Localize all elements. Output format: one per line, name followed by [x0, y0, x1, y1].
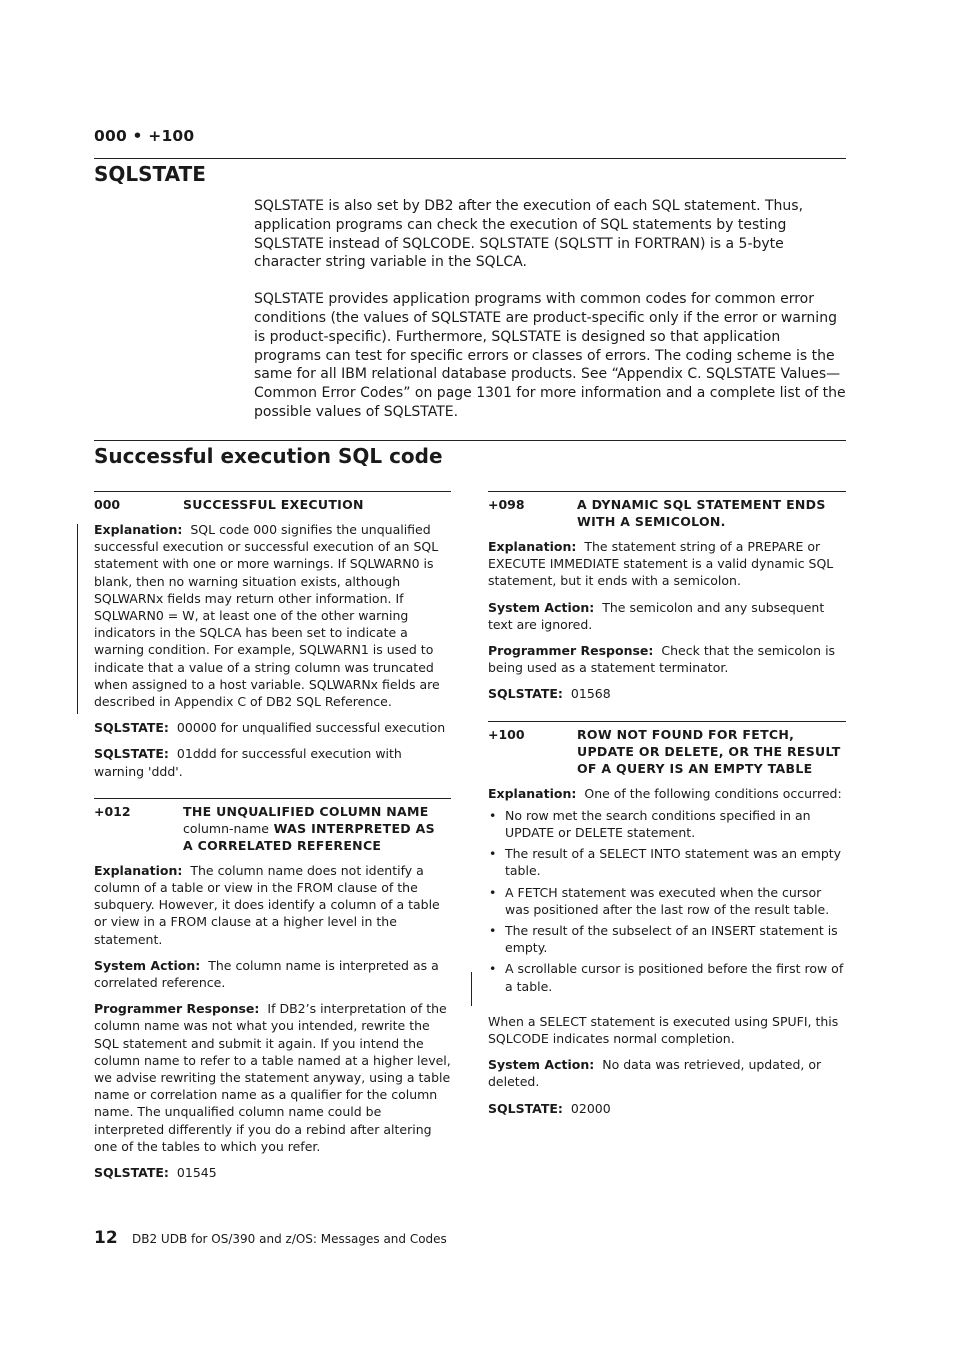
entry-title-part: THE UNQUALIFIED COLUMN NAME: [183, 803, 429, 819]
programmer-response-012: [94, 1000, 451, 1155]
sqlstate-000-b: [94, 745, 451, 779]
page-number: 12: [94, 1228, 118, 1248]
right-column: [488, 491, 846, 1126]
system-action-012: [94, 957, 451, 991]
programmer-response-label: Programmer Response:: [94, 1001, 260, 1017]
system-action-label: System Action:: [488, 599, 595, 615]
footer-book-title: DB2 UDB for OS/390 and z/OS: Messages and Codes: [132, 1232, 447, 1246]
system-action-098: [488, 599, 846, 633]
sqlstate-value: 02000: [570, 1100, 611, 1116]
entry-rule: [94, 798, 451, 799]
section-title: SQLSTATE: [94, 162, 206, 186]
system-action-label: System Action:: [488, 1057, 595, 1073]
programmer-response-text: If DB2’s interpretation of the column name was not what you intended, rewrite the SQL statement and submit it again. If you intend the column name to refer to a table named at a higher level, we advise rewriting the statement anyway, using a table name or correlation name as a qualifier for the column name. The unqualified column name could be interpreted differently if you do a rebind after altering one of the tables to which you refer.: [94, 1001, 451, 1154]
programmer-response-098: [488, 642, 846, 676]
header-rule: [94, 158, 846, 159]
list-item-text: No row met the search conditions specified in an UPDATE or DELETE statement.: [505, 807, 811, 841]
running-header-range: 000 • +100: [94, 127, 195, 145]
entry-title: ROW NOT FOUND FOR FETCH, UPDATE OR DELETE, OR THE RESULT OF A QUERY IS AN EMPTY TABLE: [577, 726, 841, 776]
list-item: [488, 807, 846, 841]
list-item-text: The result of the subselect of an INSERT statement is empty.: [505, 923, 838, 956]
system-action-text: No data was retrieved, updated, or deleted.: [488, 1057, 822, 1090]
section-heading: Successful execution SQL code: [94, 444, 443, 468]
entry-rule: [488, 721, 846, 722]
left-column: [94, 491, 451, 1190]
sqlstate-value: 01545: [176, 1165, 217, 1181]
entry-title: A DYNAMIC SQL STATEMENT ENDS WITH A SEMICOLON.: [577, 497, 826, 529]
explanation-text: The column name does not identify a column of a table or view in the FROM clause of the subquery. However, it does identify a column of a table or view in a FROM clause at a higher level in the statement.: [94, 862, 440, 947]
explanation-098: [488, 538, 846, 590]
list-item-text: The result of a SELECT INTO statement was an empty table.: [505, 846, 842, 879]
condition-list: [488, 807, 846, 995]
sqlstate-value: 00000 for unqualified successful execution: [176, 720, 446, 736]
explanation-100: [488, 785, 846, 802]
intro-paragraph-2: SQLSTATE provides application programs with common codes for common error conditions (the values of SQLSTATE are product-specific only if the error or warning is product-specific). Furthermore, SQLSTATE is designed so that application programs can test for specific errors or classes of errors. The coding scheme is the same for all IBM relational database products. See “Appendix C. SQLSTATE Values—Common Error Codes” on page 1301 for more information and a complete list of the possible values of SQLSTATE.: [254, 291, 846, 420]
change-bar: [471, 972, 472, 1006]
programmer-response-label: Programmer Response:: [488, 643, 654, 659]
sqlstate-value: 01568: [570, 686, 611, 702]
sql-code: +012: [94, 803, 131, 819]
system-action-text: The semicolon and any subsequent text are ignored.: [488, 599, 825, 632]
intro-text: [254, 197, 846, 440]
explanation-label: Explanation:: [488, 539, 577, 554]
sqlstate-label: SQLSTATE:: [488, 1100, 563, 1116]
system-action-label: System Action:: [94, 957, 201, 973]
heading2-rule: [94, 440, 846, 441]
bullet-icon: •: [489, 846, 497, 862]
sqlstate-label: SQLSTATE:: [94, 1165, 169, 1181]
system-action-text: The column name is interpreted as a correlated reference.: [94, 957, 439, 991]
entry-header-000: [94, 496, 451, 513]
bullet-icon: •: [489, 923, 497, 939]
sqlstate-label: SQLSTATE:: [94, 746, 169, 762]
sql-code: +100: [488, 726, 525, 742]
entry-header-098: [488, 496, 846, 530]
intro-paragraph-1: SQLSTATE is also set by DB2 after the execution of each SQL statement. Thus, application programs can check the execution of SQL statements by testing SQLSTATE instead of SQLCODE. SQLSTATE (SQLSTT in FORTRAN) is a 5-byte character string variable in the SQLCA.: [254, 198, 804, 271]
explanation-text: One of the following conditions occurred:: [584, 785, 842, 801]
note-100: When a SELECT statement is executed using SPUFI, this SQLCODE indicates normal completion.: [488, 1013, 839, 1047]
sqlstate-000-a: [94, 719, 451, 736]
explanation-label: Explanation:: [94, 522, 183, 537]
bullet-icon: •: [489, 884, 497, 900]
sqlstate-label: SQLSTATE:: [94, 720, 169, 736]
explanation-text: The statement string of a PREPARE or EXECUTE IMMEDIATE statement is a valid dynamic SQL statement, but it ends with a semicolon.: [488, 539, 834, 589]
entry-title: SUCCESSFUL EXECUTION: [183, 497, 364, 512]
list-item: [488, 922, 846, 956]
entry-title-variable: column-name: [183, 820, 269, 836]
sqlstate-label: SQLSTATE:: [488, 686, 563, 702]
entry-header-100: [488, 726, 846, 777]
entry-title: [183, 803, 449, 854]
entry-rule: [94, 491, 451, 492]
list-item-text: A scrollable cursor is positioned before the first row of a table.: [505, 961, 844, 994]
explanation-012: [94, 862, 451, 948]
bullet-icon: •: [489, 807, 497, 823]
sqlstate-100: [488, 1100, 846, 1117]
system-action-100: [488, 1056, 846, 1090]
list-item: [488, 960, 846, 994]
list-item: [488, 845, 846, 879]
entry-rule: [488, 491, 846, 492]
list-item: [488, 884, 846, 918]
sqlstate-012: [94, 1164, 451, 1181]
change-bar: [77, 524, 78, 714]
entry-title-part: WAS INTERPRETED AS A CORRELATED REFERENCE: [183, 820, 435, 853]
sqlstate-098: [488, 685, 846, 702]
bullet-icon: •: [489, 961, 497, 977]
explanation-label: Explanation:: [94, 862, 183, 878]
explanation-label: Explanation:: [488, 785, 577, 801]
sql-code: 000: [94, 497, 121, 512]
sql-code: +098: [488, 497, 525, 512]
entry-header-012: [94, 803, 451, 854]
explanation-text: SQL code 000 signifies the unqualified successful execution or successful execution of an SQL statement with one or more warnings. If SQLWARN0 is blank, then no warning situation exists, although SQLWARNx fields may return other information. If SQLWARN0 = W, at least one of the other warning indicators in the SQLCA has been set to indicate a warning condition. For example, SQLWARN1 is used to indicate that a value of a string column was truncated when assigned to a host variable. SQLWARNx fields are described in Appendix C of DB2 SQL Reference.: [94, 522, 440, 710]
explanation-000: [94, 521, 451, 710]
list-item-text: A FETCH statement was executed when the cursor was positioned after the last row of the result table.: [505, 884, 830, 917]
sqlstate-value: 01ddd for successful execution with warning 'ddd'.: [94, 746, 402, 779]
programmer-response-text: Check that the semicolon is being used as a statement terminator.: [488, 643, 836, 676]
